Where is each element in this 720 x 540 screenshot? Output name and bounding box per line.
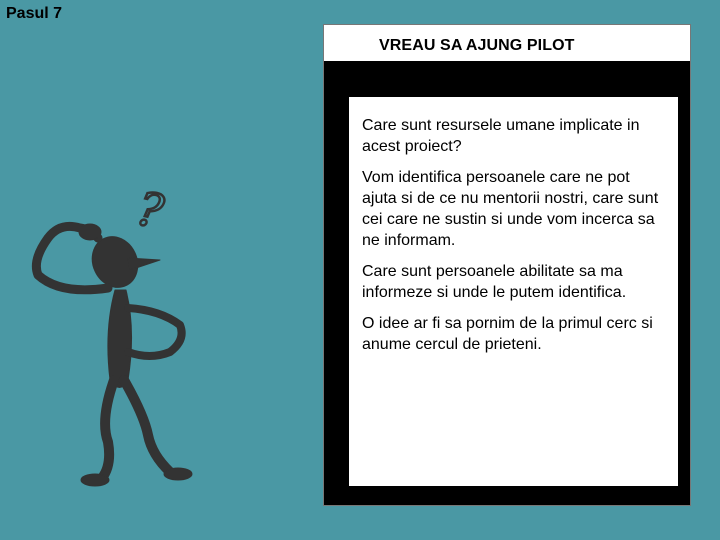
thinking-person-icon bbox=[20, 180, 200, 490]
panel-header bbox=[324, 25, 690, 61]
paragraph-4: O idee ar fi sa pornim de la primul cerc si anume cercul de prieteni. bbox=[362, 315, 653, 353]
text-box bbox=[349, 97, 678, 486]
question-mark: ? bbox=[132, 181, 169, 240]
content-panel bbox=[323, 24, 691, 506]
paragraph-1: Care sunt resursele umane implicate in acest proiect? bbox=[362, 117, 640, 155]
panel-title: VREAU SA AJUNG PILOT bbox=[379, 37, 575, 54]
step-label: Pasul 7 bbox=[6, 5, 63, 22]
paragraph-3: Care sunt persoanele abilitate sa ma informeze si unde le putem identifica. bbox=[362, 263, 627, 301]
paragraph-2: Vom identifica persoanele care ne pot ajuta si de ce nu mentorii nostri, care sunt cei care ne sustin si unde vom incerca sa ne informam. bbox=[362, 169, 659, 249]
paragraph-list bbox=[362, 115, 667, 365]
